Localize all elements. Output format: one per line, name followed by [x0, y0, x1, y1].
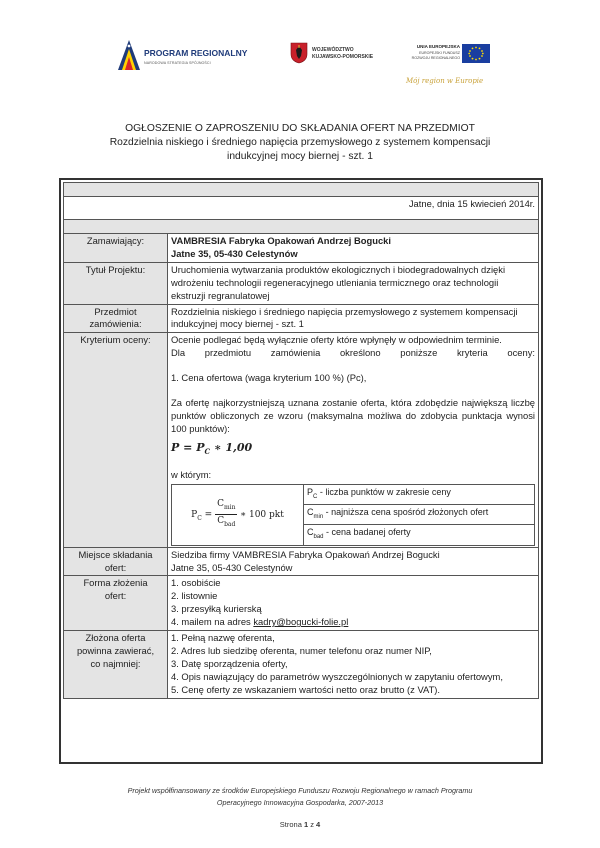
label-przedmiot	[64, 304, 168, 333]
table-row-przedmiot	[64, 304, 539, 333]
wojewodztwo-logo	[290, 42, 385, 72]
program-regionalny-logo	[118, 40, 253, 82]
label-przedmiot-line1: Przedmiot	[94, 305, 137, 317]
eu-slogan: Mój region w Europie	[406, 77, 484, 85]
label-forma	[64, 576, 168, 631]
value-zlozona	[168, 631, 539, 699]
announcement-subject-line1: Rozdzielnia niskiego i średniego napięcia przemysłowego z systemem kompensacji	[109, 137, 491, 148]
footer-line1: Projekt współfinansowany ze środków Europejskiego Funduszu Rozwoju Regionalnego w ramach Programu	[127, 786, 473, 795]
legend-cmin: $C_{min}$ - najniższa cena spośród złożonych ofert	[304, 505, 535, 525]
place-line1: Siedziba firmy VAMBRESIA Fabryka Opakowań Andrzej Bogucki	[171, 548, 440, 560]
page-prefix: Strona	[279, 820, 304, 829]
value-miejsce	[168, 547, 539, 576]
formula-table-row	[172, 484, 535, 504]
legend-cbad: $C_{bad}$ - cena badanej oferty	[304, 525, 535, 545]
blank-cell	[64, 183, 539, 197]
eu-flag-icon	[462, 44, 490, 63]
label-miejsce-line2: ofert:	[104, 561, 127, 573]
criteria-where: w którym:	[171, 468, 212, 480]
formula-sub: C	[204, 446, 211, 456]
table-row-tytul	[64, 262, 539, 304]
label-zlozona-line1: Złożona oferta	[85, 632, 146, 644]
blank-cell	[64, 220, 539, 234]
value-kryterium	[168, 333, 539, 547]
label-kryterium: Kryterium oceny:	[64, 333, 168, 547]
label-forma-line2: ofert:	[104, 590, 127, 602]
list-item: 3. Datę sporządzenia oferty,	[171, 657, 288, 669]
label-zamawiajacy: Zamawiający:	[64, 234, 168, 263]
eu-logo-line1: UNIA EUROPEJSKA	[416, 44, 460, 49]
label-forma-line1: Forma złożenia	[83, 577, 148, 589]
footer-line2: Operacyjnego Innowacyjna Gospodarka, 2007-2013	[216, 798, 384, 807]
criteria-rule: Za ofertę najkorzystniejszą uznana zostanie oferta, która zdobędzie największą liczbę punktów obliczonych ze wzoru (maksymalna możliwa do zdobycia punktacja wynosi 100 punktów):	[171, 397, 535, 434]
spacer	[171, 360, 535, 372]
label-zlozona-line3: co najmniej:	[90, 657, 141, 669]
criteria-defined: Dla przedmiotu zamówienia określono poniższe kryteria oceny:	[171, 347, 535, 359]
price-formula	[172, 484, 304, 545]
list-item: 1. osobiście	[171, 577, 221, 589]
table-row-zamawiajacy	[64, 234, 539, 263]
spacer	[171, 385, 535, 397]
announcement-title: OGŁOSZENIE O ZAPROSZENIU DO SKŁADANIA OFERT NA PRZEDMIOT	[125, 123, 475, 134]
announcement-subject-line2: indukcyjnej mocy biernej - szt. 1	[227, 151, 373, 162]
price-formula-rest: ∗ 100 pkt	[239, 510, 284, 521]
table-row-miejsce	[64, 547, 539, 576]
page-mid: z	[308, 820, 317, 829]
label-przedmiot-line2: zamówienia:	[89, 318, 142, 330]
list-item: 5. Cenę oferty ze wskazaniem wartości netto oraz brutto (z VAT).	[171, 683, 441, 695]
value-forma	[168, 576, 539, 631]
wojewodztwo-line1: WOJEWÓDZTWO	[312, 47, 354, 53]
formula-op: ∗	[213, 440, 222, 454]
buyer-name: VAMBRESIA Fabryka Opakowań Andrzej Bogucki	[171, 235, 392, 246]
eu-logo-line3: ROZWOJU REGIONALNEGO	[411, 56, 460, 60]
formula-lhs: P	[171, 440, 180, 454]
table-row-kryterium	[64, 333, 539, 547]
page-number	[60, 820, 540, 829]
formula-p: P	[196, 440, 205, 454]
table-row-forma	[64, 576, 539, 631]
value-przedmiot: Rozdzielnia niskiego i średniego napięcia przemysłowego z systemem kompensacji indukcyjnej mocy biernej - szt. 1	[168, 304, 539, 333]
date-cell: Jatne, dnia 15 kwiecień 2014r.	[64, 197, 539, 220]
wojewodztwo-crest-icon	[290, 42, 308, 64]
page-current: 1	[303, 820, 309, 829]
list-item: 1. Pełną nazwę oferenta,	[171, 632, 275, 644]
label-miejsce-line1: Miejsce składania	[78, 548, 153, 560]
program-regionalny-subtitle: NARODOWA STRATEGIA SPÓJNOŚCI	[144, 61, 211, 65]
criteria-price: 1. Cena ofertowa (waga kryterium 100 %) (Pc),	[171, 372, 367, 384]
blank-row-top	[64, 183, 539, 197]
program-regionalny-name: PROGRAM REGIONALNY	[144, 48, 248, 58]
list-item	[171, 616, 535, 629]
value-tytul: Uruchomienia wytwarzania produktów ekologicznych i biodegradowalnych dzięki wdrożeniu technologii regeneracyjnego utleniania termicznego oraz technologii ekstruzji regranulatowej	[168, 262, 539, 304]
place-line2: Jatne 35, 05-430 Celestynów	[171, 561, 293, 573]
label-zlozona-line2: powinna zawierać,	[76, 645, 155, 657]
label-tytul: Tytuł Projektu:	[64, 262, 168, 304]
legend-pc: $P_C$ - liczba punktów w zakresie ceny	[304, 484, 535, 504]
date-row	[64, 197, 539, 220]
price-formula-fraction: $\frac{C_{min}}{C_{bad}}$	[217, 498, 236, 529]
formula-val: 1,00	[225, 440, 253, 454]
list-item: 2. Adres lub siedzibę oferenta, numer telefonu oraz numer NIP,	[171, 645, 432, 657]
buyer-address: Jatne 35, 05-430 Celestynów	[171, 247, 298, 259]
label-miejsce	[64, 547, 168, 576]
blank-row	[64, 220, 539, 234]
email-link[interactable]: kadry@bogucki-folie.pl	[253, 616, 349, 628]
page-total: 4	[316, 820, 321, 829]
formula-table	[171, 484, 535, 546]
offer-form-table	[63, 182, 539, 699]
eu-logo-line2: EUROPEJSKI FUNDUSZ	[419, 51, 460, 55]
table-row-zlozona	[64, 631, 539, 699]
list-item: 2. listownie	[171, 590, 218, 602]
criteria-intro: Ocenie podlegać będą wyłącznie oferty które wpłynęły w odpowiednim terminie.	[171, 334, 502, 346]
wojewodztwo-line2: KUJAWSKO-POMORSKIE	[312, 54, 374, 60]
list-item: 4. Opis nawiązujący do parametrów wyszczególnionych w zapytaniu ofertowym,	[171, 670, 503, 682]
eu-logo	[404, 44, 490, 94]
formula-eq: =	[183, 440, 193, 454]
value-zamawiajacy	[168, 234, 539, 263]
list-item: 3. przesyłką kurierską	[171, 603, 262, 615]
label-zlozona	[64, 631, 168, 699]
price-formula-lhs: $P_C$ =	[191, 510, 213, 522]
score-formula	[171, 442, 535, 459]
program-regionalny-emblem-icon	[118, 40, 140, 70]
email-prefix: 4. mailem na adres	[171, 616, 254, 628]
